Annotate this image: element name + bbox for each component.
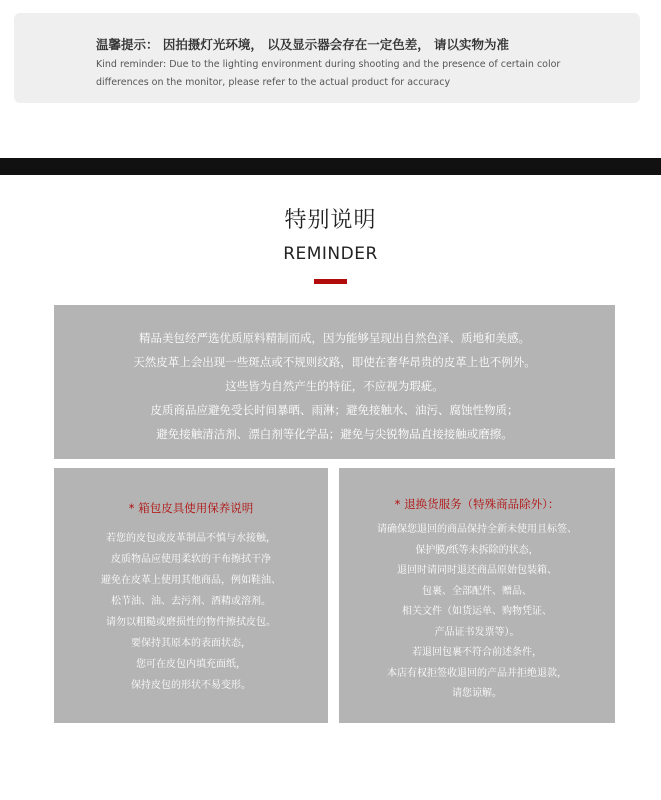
returns-policy-panel	[339, 468, 615, 723]
returns-line: 退回时请同时退还商品原始包装箱、	[397, 565, 557, 576]
returns-line: 包裹、全部配件、赠品、	[422, 585, 532, 597]
intro-panel	[54, 305, 615, 459]
care-line: 请勿以粗糙或磨损性的物件擦拭皮包。	[106, 617, 276, 628]
returns-line: 保护膜/纸等未拆除的状态，	[415, 544, 539, 556]
care-instructions-title: * 箱包皮具使用保养说明	[128, 501, 254, 515]
returns-line: 请确保您退回的商品保持全新未使用且标签、	[377, 524, 577, 535]
care-line: 若您的皮包或皮革制品不慎与水接触，	[106, 533, 276, 544]
care-line: 您可在皮包内填充面纸，	[136, 659, 246, 670]
returns-policy-title: * 退换货服务（特殊商品除外）：	[394, 497, 560, 511]
intro-line: 避免接触清洁剂、漂白剂等化学品；避免与尖锐物品直接接触或磨擦。	[156, 427, 513, 441]
intro-line: 皮质商品应避免受长时间暴晒、雨淋；避免接触水、油污、腐蚀性物质；	[150, 403, 519, 417]
page-title-english: REMINDER	[283, 244, 378, 264]
intro-line: 这些皆为自然产生的特征，不应视为瑕疵。	[225, 379, 444, 393]
title-accent-underline	[314, 279, 347, 284]
care-line: 皮质物品应使用柔软的干布擦拭干净	[111, 554, 271, 565]
care-line: 松节油、油、去污剂、酒精或溶剂。	[111, 596, 271, 607]
care-instructions-panel	[54, 468, 328, 723]
intro-line: 精品美包经严选优质原料精制而成，因为能够呈现出自然色泽、质地和美感。	[139, 331, 530, 345]
returns-line: 相关文件（如货运单、购物凭证、	[402, 606, 552, 617]
notice-chinese-text: 温馨提示： 因拍摄灯光环境， 以及显示器会存在一定色差， 请以实物为准	[96, 37, 510, 52]
care-line: 保持皮包的形状不易变形。	[131, 680, 251, 691]
care-line: 避免在皮革上使用其他商品，例如鞋油、	[101, 575, 281, 586]
care-line: 要保持其原本的表面状态，	[131, 638, 251, 649]
notice-english-text: Kind reminder: Due to the lighting environment during shooting and the presence of certain color differences on the monitor, please refer to the actual product for accuracy	[96, 59, 561, 88]
lighting-notice-box	[14, 13, 640, 103]
returns-line: 产品证书发票等）。	[434, 626, 520, 638]
returns-line: 若退回包裹不符合前述条件，	[412, 647, 542, 658]
returns-line: 本店有权拒签收退回的产品并拒绝退款，	[387, 667, 567, 679]
returns-line: 请您谅解。	[452, 688, 502, 699]
page-title-chinese: 特别说明	[284, 208, 377, 233]
section-divider-bar	[0, 158, 661, 175]
intro-line: 天然皮革上会出现一些斑点或不规则纹路，即使在奢华昂贵的皮革上也不例外。	[133, 355, 536, 369]
